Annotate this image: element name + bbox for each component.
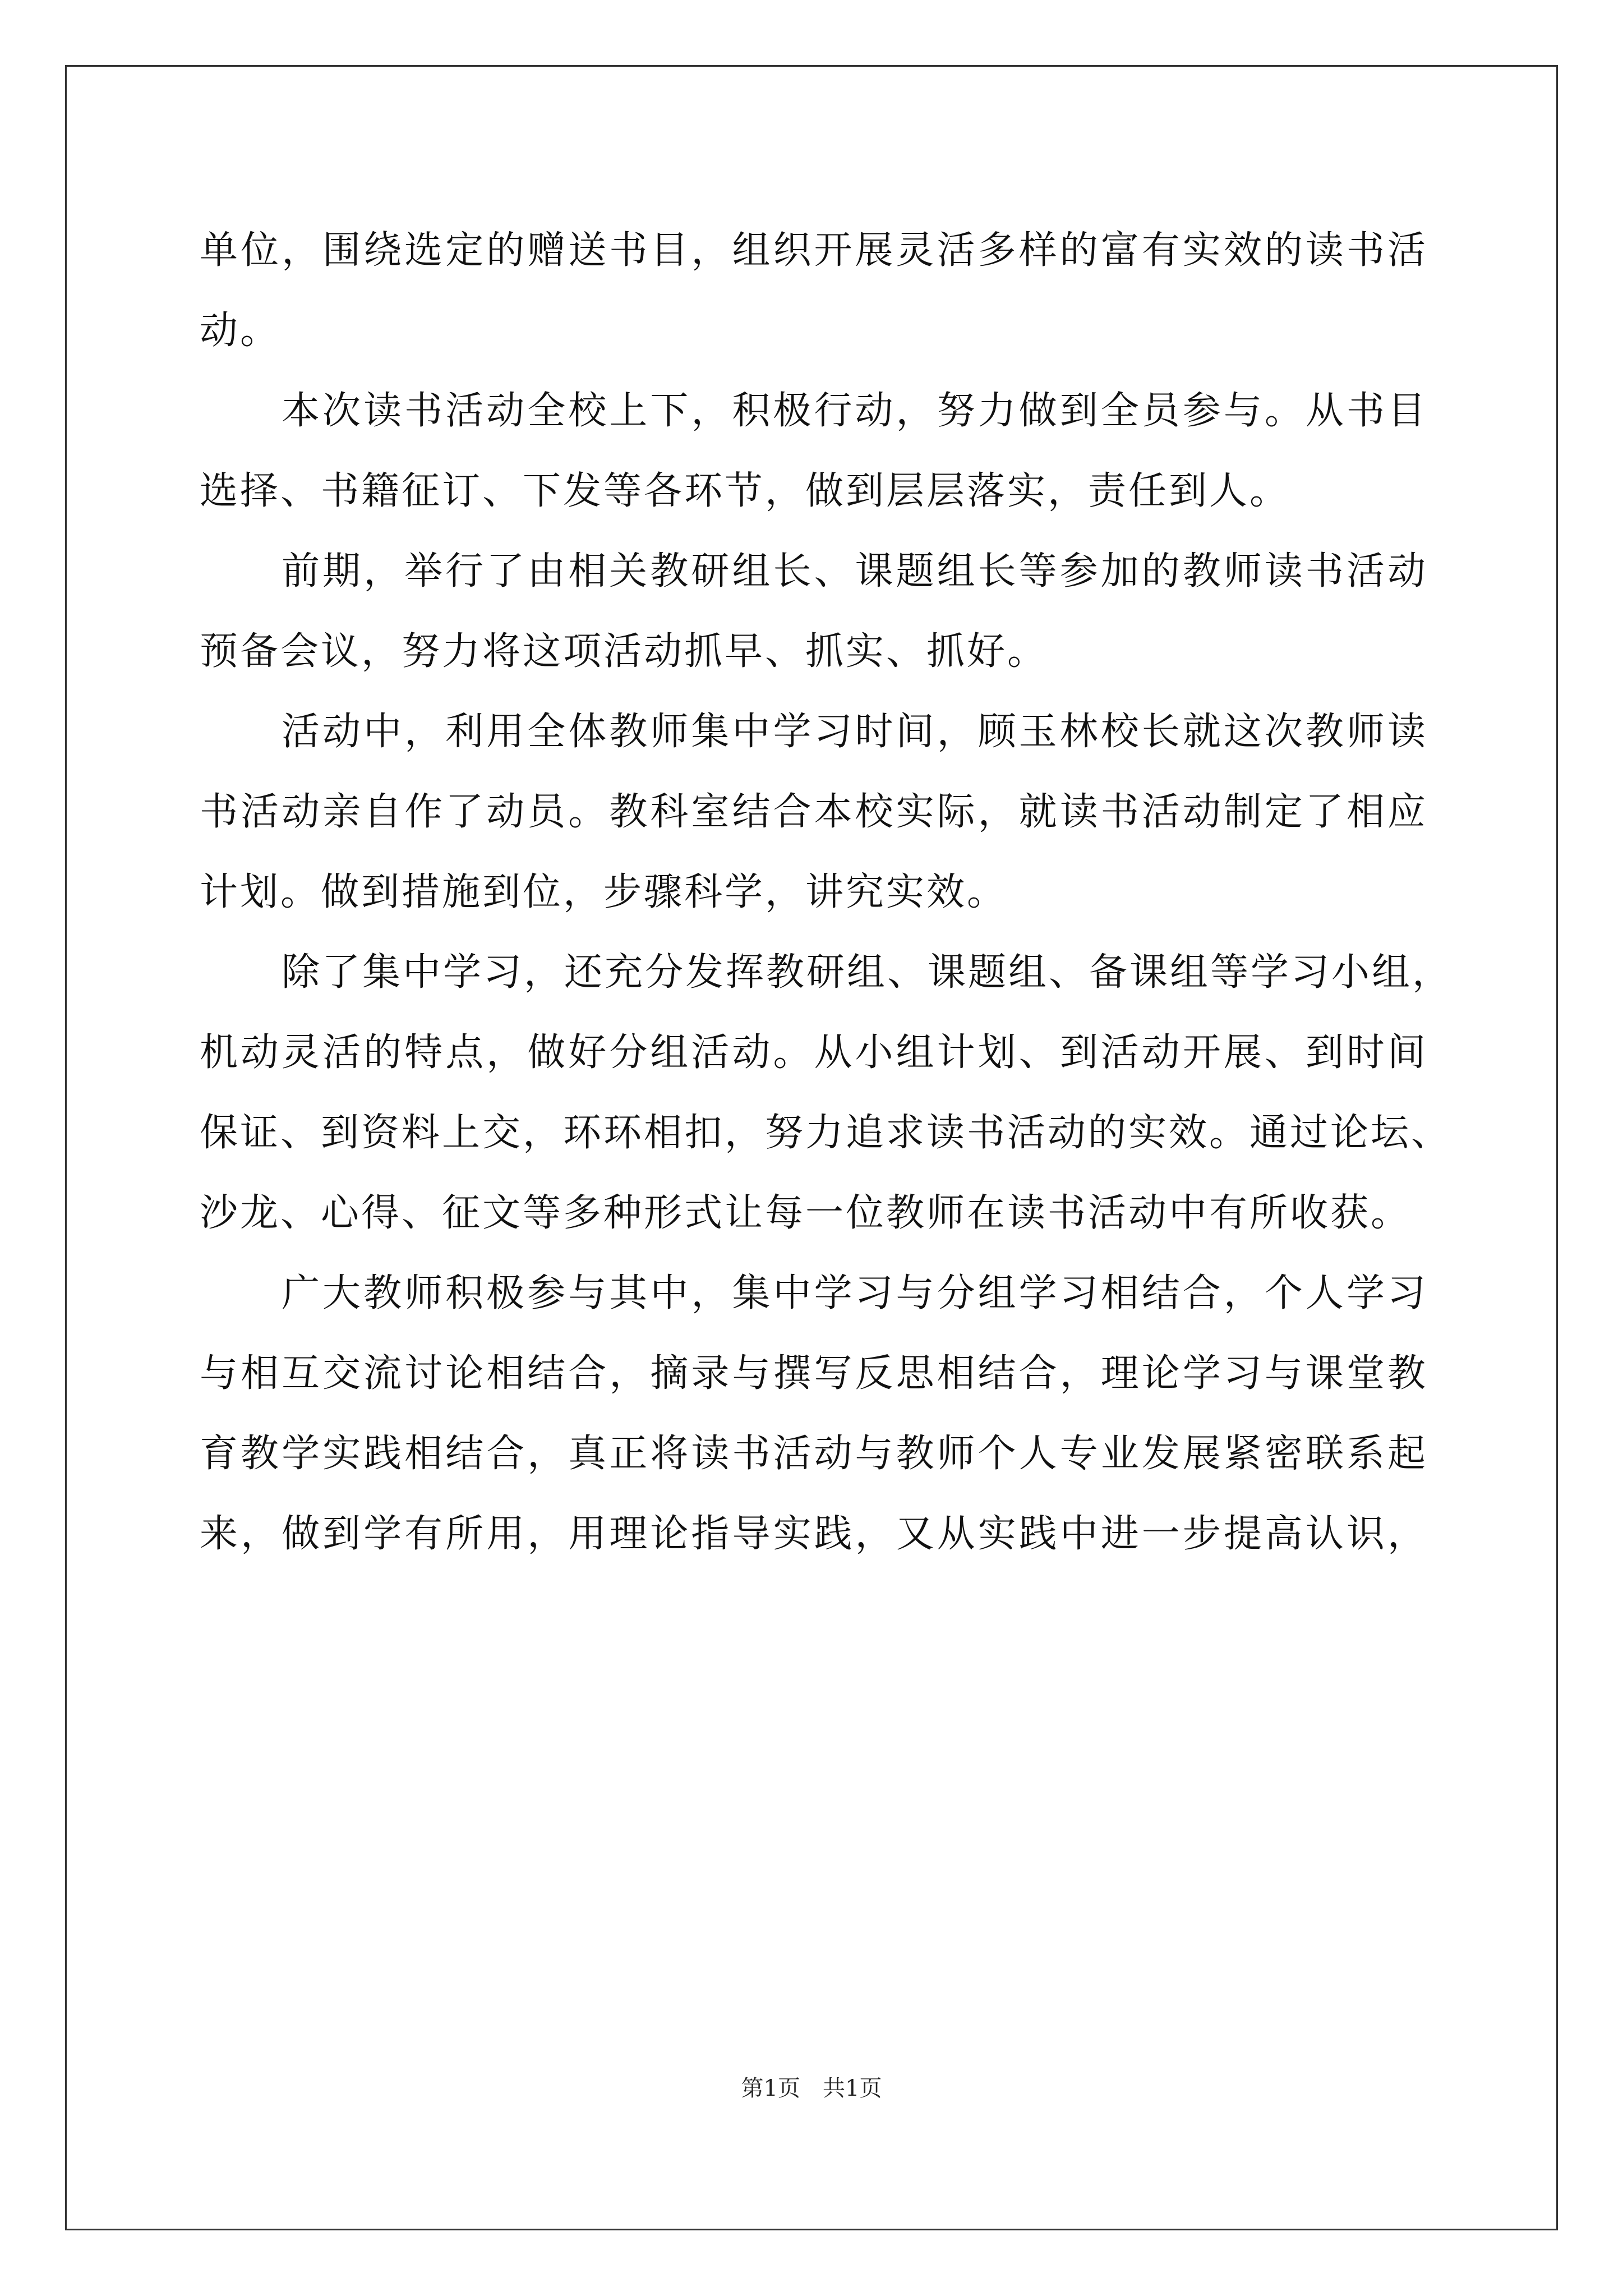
paragraph-6-line-4: 来，做到学有所用，用理论指导实践，又从实践中进一步提高认识， [200, 1512, 1428, 1556]
paragraph-5-line-3: 保证、到资料上交，环环相扣，努力追求读书活动的实效。通过论坛、 [200, 1111, 1452, 1155]
paragraph-6-line-1: 广大教师积极参与其中，集中学习与分组学习相结合，个人学习 [282, 1271, 1428, 1315]
paragraph-6-line-3: 育教学实践相结合，真正将读书活动与教师个人专业发展紧密联系起 [200, 1432, 1428, 1476]
paragraph-5-line-2: 机动灵活的特点，做好分组活动。从小组计划、到活动开展、到时间 [200, 1030, 1428, 1075]
paragraph-5-line-4: 沙龙、心得、征文等多种形式让每一位教师在读书活动中有所收获。 [200, 1191, 1412, 1235]
paragraph-3-line-1: 前期，举行了由相关教研组长、课题组长等参加的教师读书活动 [282, 549, 1428, 593]
paragraph-4-line-1: 活动中，利用全体教师集中学习时间，顾玉林校长就这次教师读 [282, 710, 1428, 754]
document-body [200, 210, 1453, 1574]
paragraph-4-line-2: 书活动亲自作了动员。教科室结合本校实际，就读书活动制定了相应 [200, 790, 1428, 834]
paragraph-1-line-1: 单位，围绕选定的赠送书目，组织开展灵活多样的富有实效的读书活 [200, 228, 1428, 273]
paragraph-2-line-2: 选择、书籍征订、下发等各环节，做到层层落实，责任到人。 [200, 469, 1290, 513]
paragraph-1-line-2: 动。 [200, 309, 281, 353]
paragraph-3-line-2: 预备会议，努力将这项活动抓早、抓实、抓好。 [200, 629, 1048, 674]
paragraph-4-line-3: 计划。做到措施到位，步骤科学，讲究实效。 [200, 870, 1008, 914]
paragraph-2-line-1: 本次读书活动全校上下，积极行动，努力做到全员参与。从书目 [282, 389, 1428, 433]
paragraph-6-line-2: 与相互交流讨论相结合，摘录与撰写反思相结合，理论学习与课堂教 [200, 1351, 1428, 1396]
paragraph-5-line-1: 除了集中学习，还充分发挥教研组、课题组、备课组等学习小组， [282, 950, 1453, 995]
page-footer: 第1页 共1页 [741, 2076, 882, 2101]
